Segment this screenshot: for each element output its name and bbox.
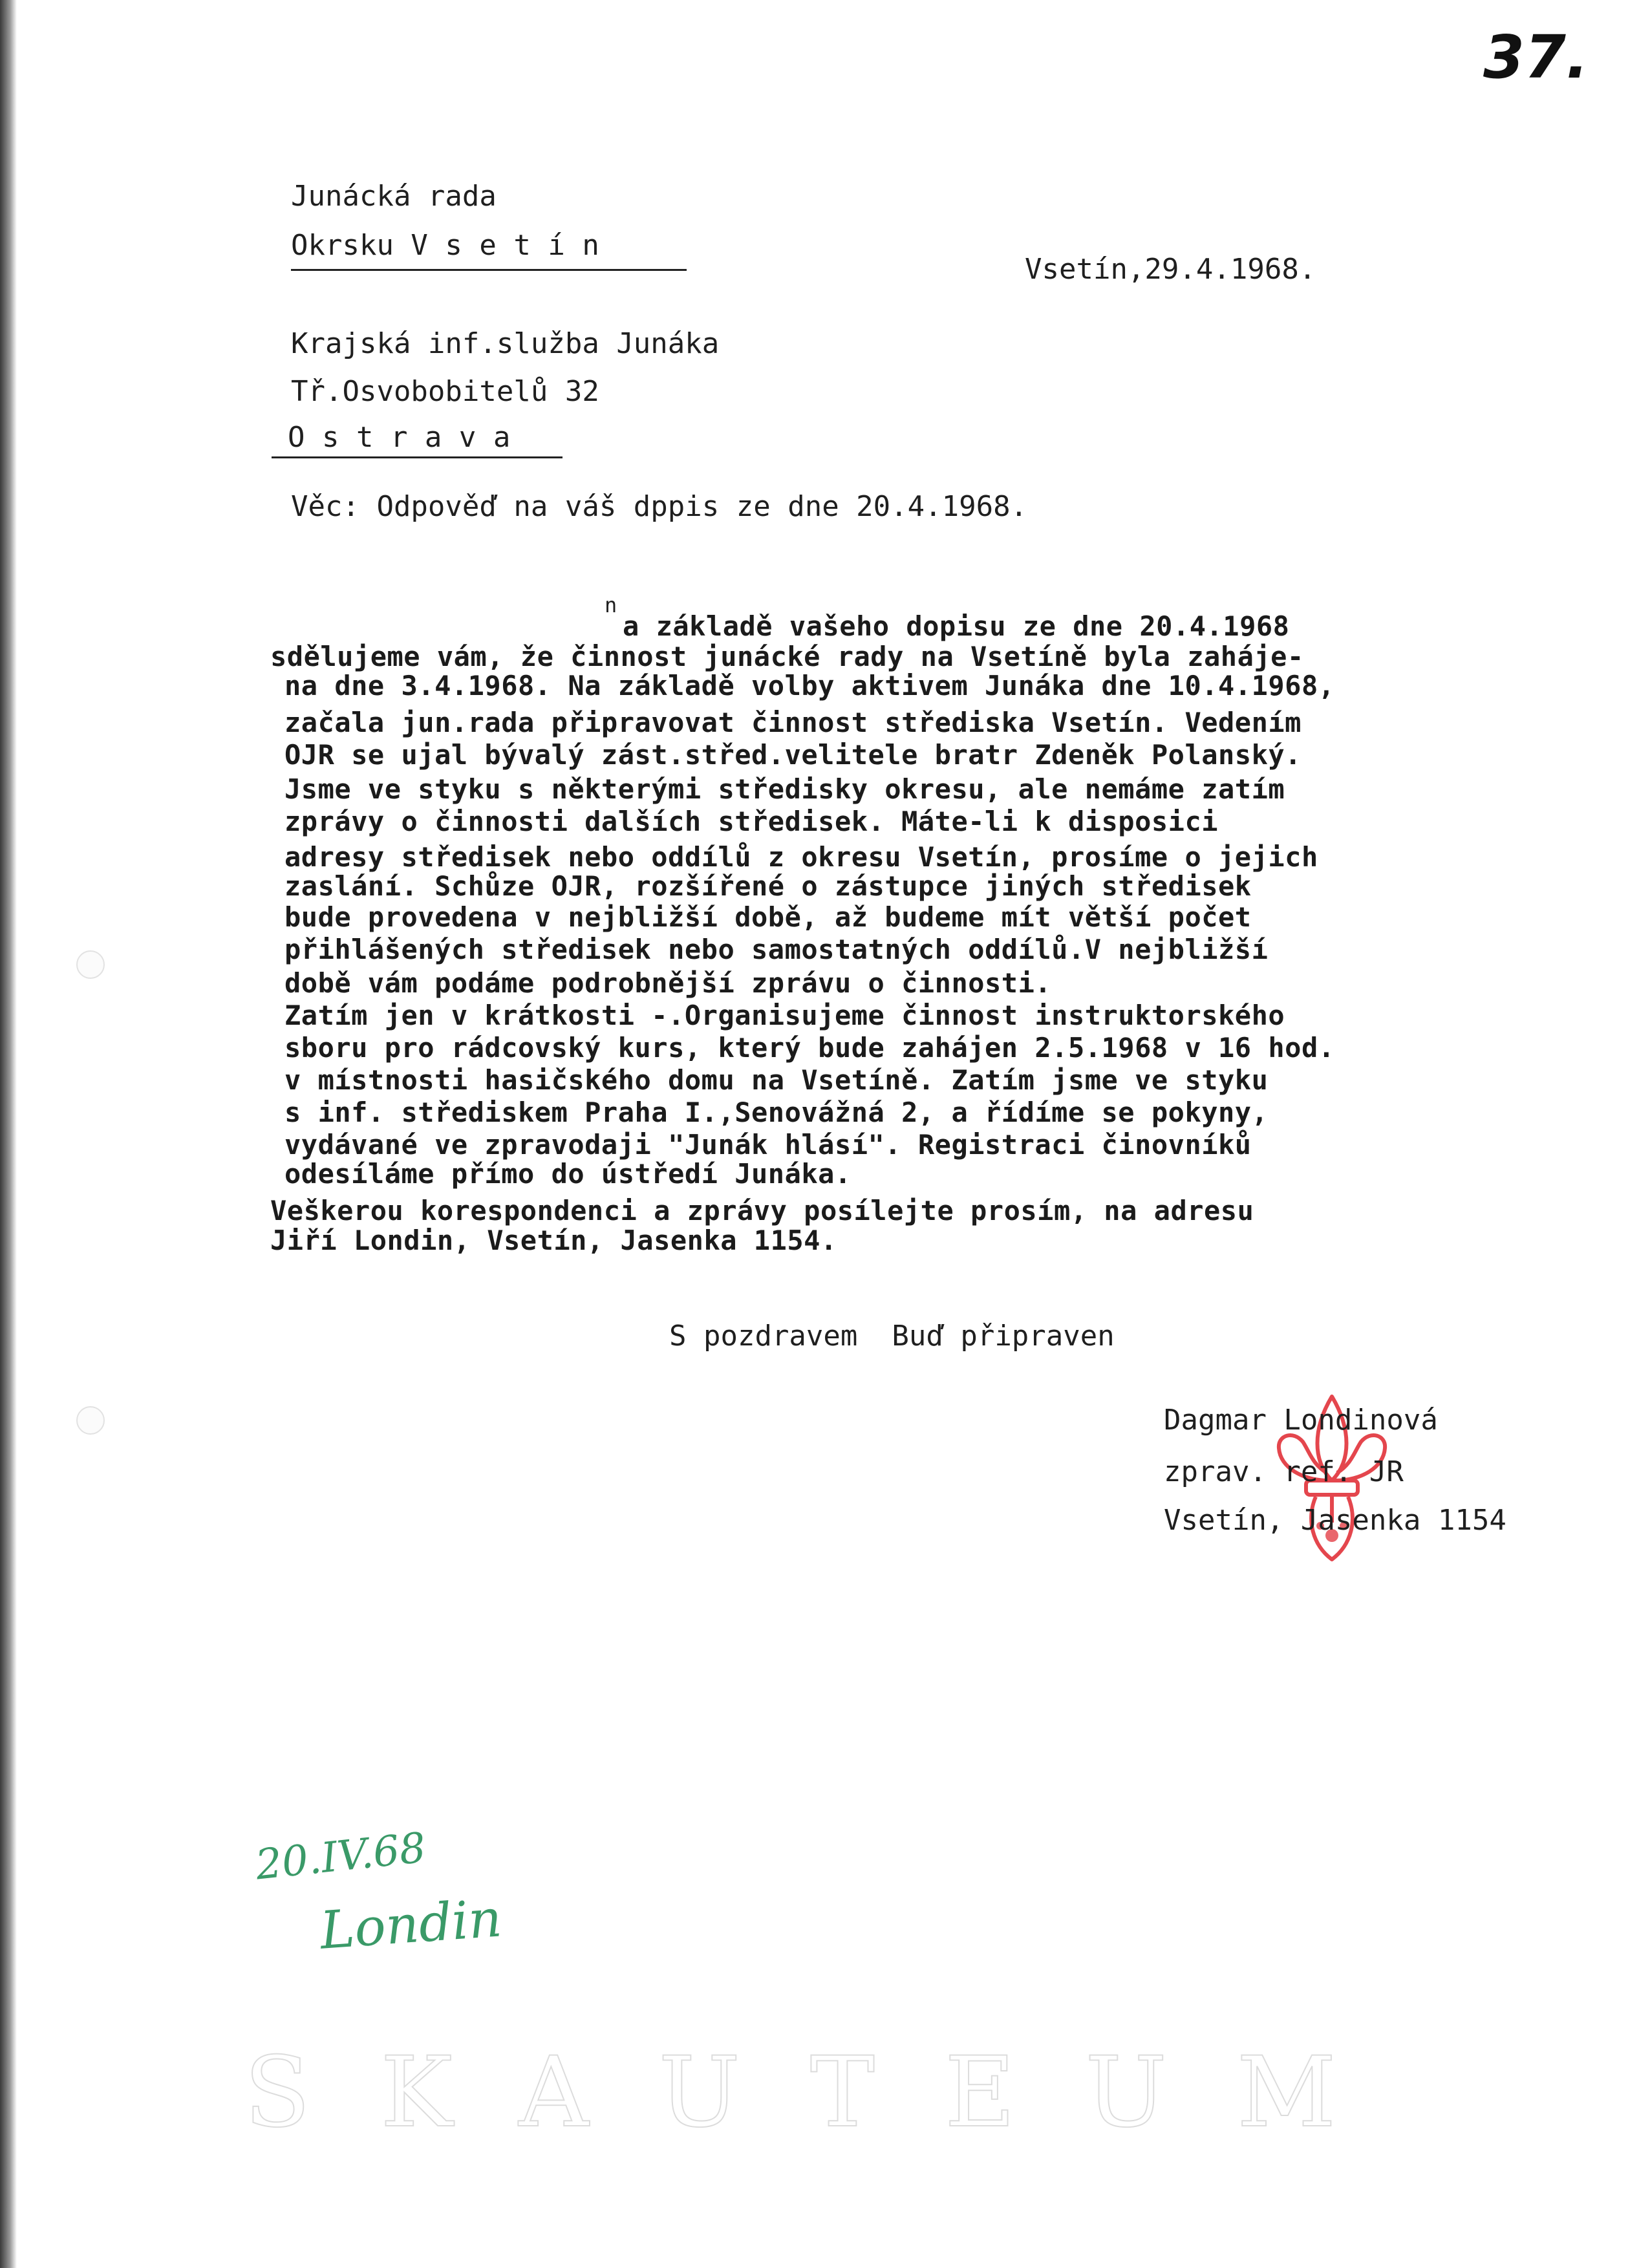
body-line-10: bude provedena v nejbližší době, až budeme mít větší počet bbox=[284, 901, 1252, 933]
body-line-7: zprávy o činnosti dalších středisek. Máte-li k disposici bbox=[284, 806, 1219, 837]
signature-role: zprav. ref. JR bbox=[1164, 1455, 1404, 1488]
body-line-18: odesíláme přímo do ústředí Junáka. bbox=[284, 1158, 852, 1190]
page-number: 37. bbox=[1483, 23, 1589, 92]
sender-line-1: Junácká rada bbox=[291, 180, 497, 213]
body-line-13: Zatím jen v krátkosti -.Organisujeme činnost instruktorského bbox=[284, 1000, 1285, 1031]
recipient-line-1: Krajská inf.služba Junáka bbox=[291, 327, 720, 360]
recipient-line-3: O s t r a v a bbox=[288, 421, 511, 454]
body-line-4: začala jun.rada připravovat činnost střediska Vsetín. Vedením bbox=[284, 707, 1302, 738]
signature-name: Dagmar Londinová bbox=[1164, 1404, 1438, 1437]
watermark-text: SKAUTEUM bbox=[244, 2037, 1406, 2149]
body-line-3: na dne 3.4.1968. Na základě volby aktivem Junáka dne 10.4.1968, bbox=[284, 670, 1335, 701]
page-scan-edge bbox=[0, 0, 17, 2268]
body-line-2: sdělujeme vám, že činnost junácké rady na Vsetíně byla zaháje- bbox=[270, 641, 1304, 672]
handwritten-date: 20.IV.68 bbox=[253, 1824, 429, 1890]
body-line-17: vydávané ve zpravodaji "Junák hlásí". Registraci činovníků bbox=[284, 1129, 1252, 1161]
body-line-8: adresy středisek nebo oddílů z okresu Vsetín, prosíme o jejich bbox=[284, 841, 1318, 873]
body-line-12: době vám podáme podrobnější zprávu o činnosti. bbox=[284, 967, 1052, 999]
body-line-14: sboru pro rádcovský kurs, který bude zahájen 2.5.1968 v 16 hod. bbox=[284, 1032, 1335, 1064]
body-line-20: Jiří Londin, Vsetín, Jasenka 1154. bbox=[270, 1225, 837, 1256]
punch-hole-lower bbox=[76, 1406, 105, 1435]
body-line-15: v místnosti hasičského domu na Vsetíně. Zatím jsme ve styku bbox=[284, 1064, 1269, 1096]
recipient-underline bbox=[272, 456, 562, 458]
recipient-line-2: Tř.Osvobobitelů 32 bbox=[291, 375, 599, 408]
place-date: Vsetín,29.4.1968. bbox=[1025, 253, 1316, 286]
body-line-19: Veškerou korespondenci a zprávy posílejte prosím, na adresu bbox=[270, 1195, 1254, 1226]
handwritten-signature: Londin bbox=[318, 1888, 504, 1961]
sender-underline bbox=[291, 269, 687, 271]
closing-greeting: S pozdravem Buď připraven bbox=[669, 1320, 1115, 1353]
body-line-9: zaslání. Schůze OJR, rozšířené o zástupce jiných středisek bbox=[284, 870, 1252, 902]
body-line-5: OJR se ujal bývalý zást.střed.velitele bratr Zdeněk Polanský. bbox=[284, 739, 1302, 771]
body-line-16: s inf. střediskem Praha I.,Senovážná 2, a řídíme se pokyny, bbox=[284, 1097, 1269, 1128]
punch-hole-upper bbox=[76, 950, 105, 979]
signature-address: Vsetín, Jasenka 1154 bbox=[1164, 1504, 1506, 1537]
body-line-1: a základě vašeho dopisu ze dne 20.4.1968 bbox=[623, 610, 1290, 642]
body-line-6: Jsme ve styku s některými středisky okresu, ale nemáme zatím bbox=[284, 773, 1285, 805]
body-line-11: přihlášených středisek nebo samostatných oddílů.V nejbližší bbox=[284, 934, 1269, 965]
subject-line: Věc: Odpověď na váš dppis ze dne 20.4.1968. bbox=[291, 490, 1028, 523]
body-initial-letter: n bbox=[605, 593, 617, 617]
sender-line-2: Okrsku V s e t í n bbox=[291, 229, 599, 262]
